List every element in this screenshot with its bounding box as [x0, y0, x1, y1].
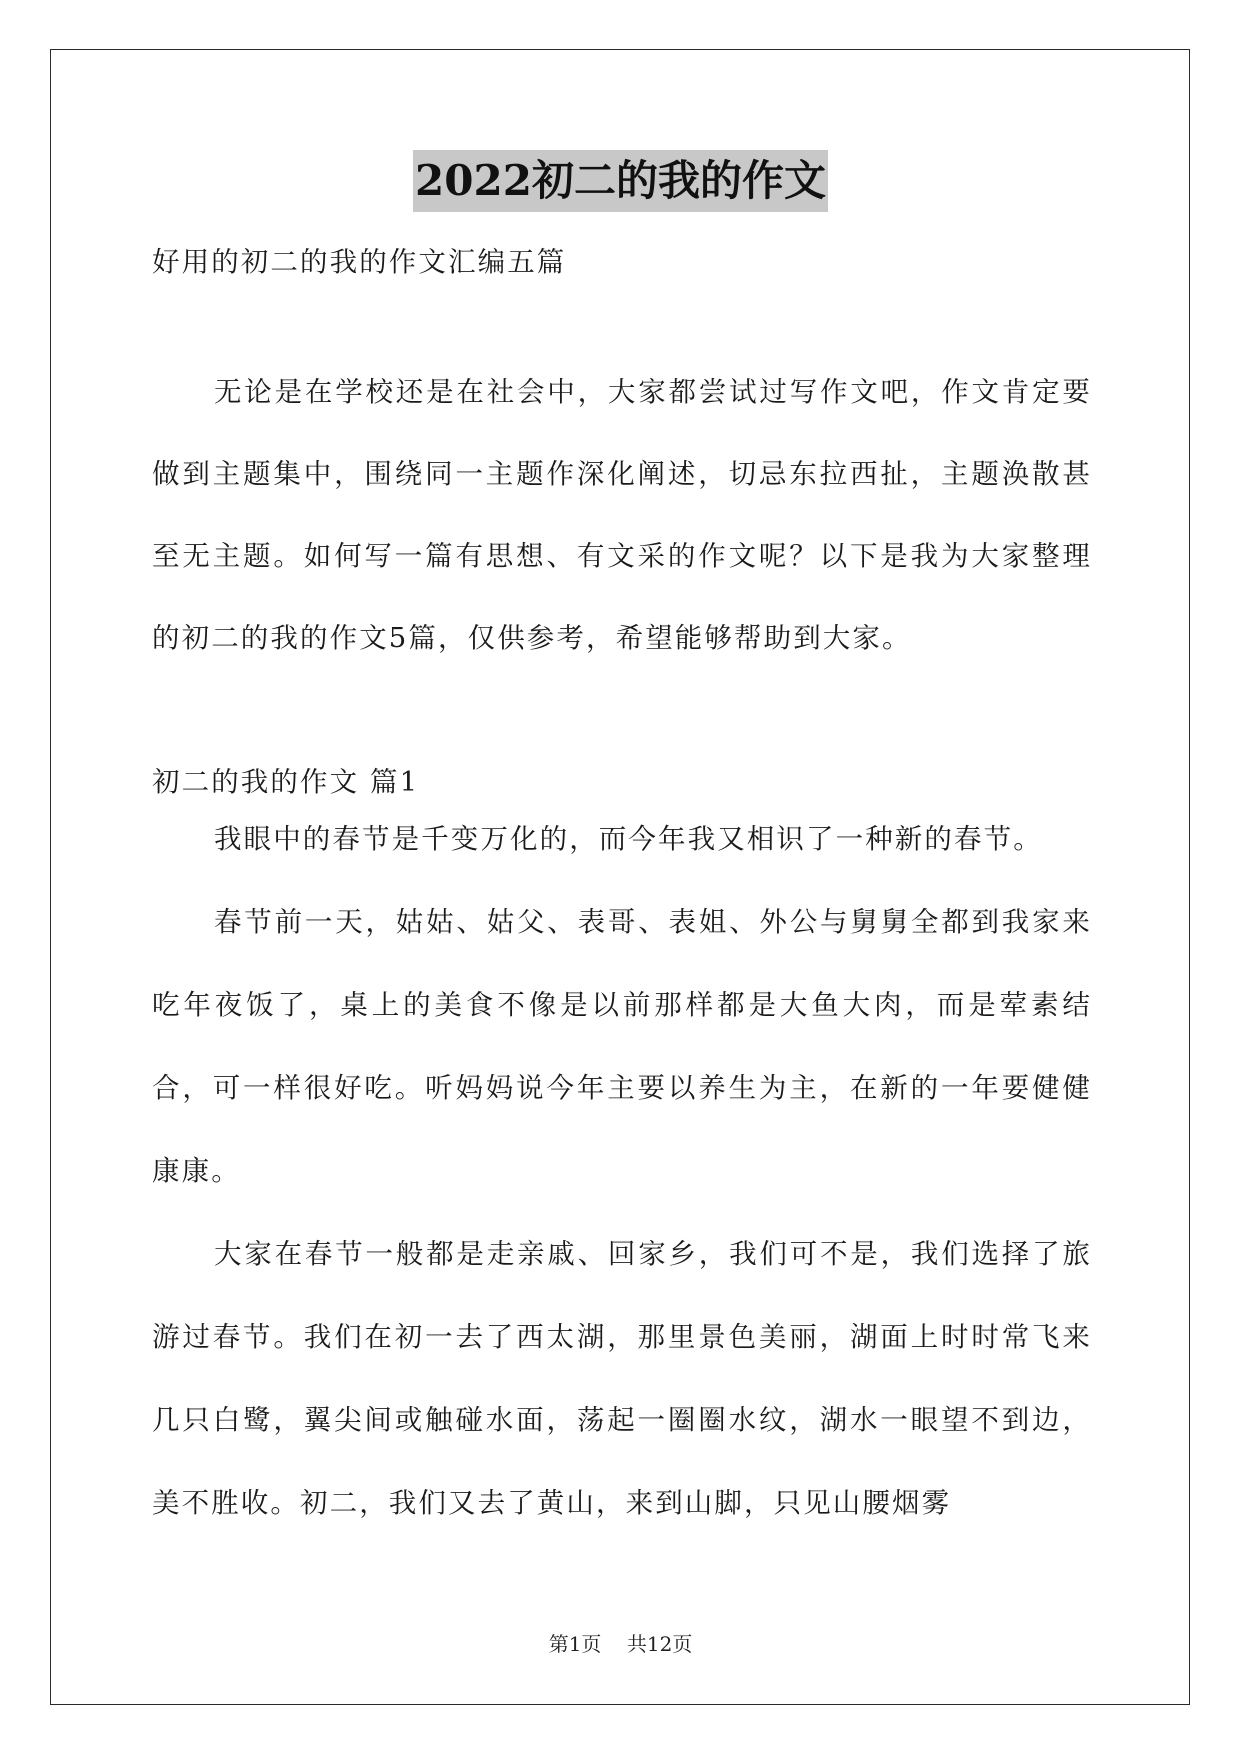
paragraph-2: 春节前一天，姑姑、姑父、表哥、表姐、外公与舅舅全都到我家来吃年夜饭了，桌上的美食不像是以前那样都是大鱼大肉，而是荤素结合，可一样很好吃。听妈妈说今年主要以养生为主，在新的一年要健健康康。 — [152, 906, 1092, 1187]
section-heading: 初二的我的作文 篇1 — [152, 766, 420, 798]
essay-body — [152, 798, 1092, 1545]
total-prefix: 共 — [626, 1632, 647, 1656]
document-subtitle: 好用的初二的我的作文汇编五篇 — [152, 246, 567, 278]
current-page-number: 1 — [568, 1632, 582, 1656]
total-suffix: 页 — [672, 1632, 693, 1656]
total-pages-number: 12 — [646, 1632, 673, 1656]
page-suffix: 页 — [581, 1632, 602, 1656]
title-text: 2022初二的我的作文 — [413, 150, 828, 212]
paragraph-3: 大家在春节一般都是走亲戚、回家乡，我们可不是，我们选择了旅游过春节。我们在初一去了西太湖，那里景色美丽，湖面上时时常飞来几只白鹭，翼尖间或触碰水面，荡起一圈圈水纹，湖水一眼望不到边，美不胜收。初二，我们又去了黄山，来到山脚，只见山腰烟雾 — [152, 1238, 1092, 1519]
paragraph-1: 我眼中的春节是千变万化的，而今年我又相识了一种新的春节。 — [214, 823, 1043, 855]
document-title — [0, 150, 1241, 212]
page-prefix: 第 — [548, 1632, 569, 1656]
intro-paragraph: 无论是在学校还是在社会中，大家都尝试过写作文吧，作文肯定要做到主题集中，围绕同一主题作深化阐述，切忌东拉西扯，主题涣散甚至无主题。如何写一篇有思想、有文采的作文呢？以下是我为大家整理的初二的我的作文5篇，仅供参考，希望能够帮助到大家。 — [152, 376, 1092, 654]
page-footer — [0, 1630, 1241, 1658]
